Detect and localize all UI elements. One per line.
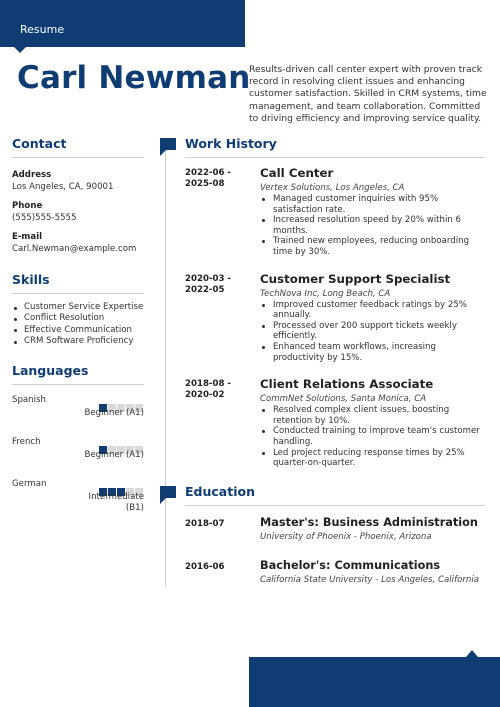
education-date: 2018-07	[185, 518, 225, 529]
summary-text: Results-driven call center expert with proven track record in resolving client issues and enhancing customer satisfaction. Skilled in CRM systems, time management, and team collaboration. Committed to driving efficiency and improving service quality.	[249, 64, 487, 124]
language-name: Spanish	[12, 394, 46, 405]
languages-rule	[12, 384, 144, 385]
header-band-notch	[14, 47, 26, 53]
job-bullet: Managed customer inquiries with 95% satisfaction rate.	[260, 194, 485, 215]
job-title: Client Relations Associate	[260, 377, 434, 392]
language-level: Intermediate (B1)	[88, 491, 144, 513]
job-dates	[185, 274, 245, 296]
job-title: Customer Support Specialist	[260, 271, 451, 286]
job-dates	[185, 379, 245, 401]
address-value: Los Angeles, CA, 90001	[12, 182, 114, 192]
phone-value: (555)555-5555	[12, 213, 77, 223]
job-bullet-list	[260, 405, 485, 469]
right-column	[160, 136, 485, 585]
education-date: 2016-06	[185, 561, 225, 572]
section-flag-icon	[160, 138, 176, 150]
education-school: California State University - Los Angeles, California	[260, 574, 479, 585]
job-entry	[160, 272, 485, 364]
job-body	[260, 272, 485, 364]
contact-section	[12, 136, 144, 254]
skill-item: Customer Service Expertise	[12, 302, 144, 313]
education-list	[160, 516, 485, 585]
job-dates	[185, 168, 245, 190]
language-level: Beginner (A1)	[84, 407, 144, 418]
job-start-date: 2020-03 -	[185, 273, 232, 284]
education-degree: Bachelor's: Communications	[260, 558, 441, 572]
job-start-date: 2022-06 -	[185, 168, 232, 178]
education-rule	[185, 505, 485, 506]
education-entry	[160, 559, 485, 585]
education-entry	[160, 516, 485, 542]
footer-band	[249, 657, 500, 707]
education-body	[260, 559, 485, 585]
job-bullet-list	[260, 300, 485, 364]
languages-heading: Languages	[12, 362, 89, 378]
section-flag-icon	[160, 486, 176, 498]
language-name: German	[12, 478, 47, 489]
languages-list	[12, 393, 144, 511]
education-section	[160, 484, 485, 585]
language-row	[12, 435, 144, 469]
skill-item: Effective Communication	[12, 325, 144, 336]
job-list	[160, 166, 485, 469]
resume-label: Resume	[20, 23, 65, 36]
left-column	[12, 136, 144, 511]
education-school: University of Phoenix - Phoenix, Arizona	[260, 531, 432, 542]
job-title: Call Center	[260, 166, 334, 180]
email-label: E-mail	[12, 232, 43, 242]
education-heading: Education	[185, 483, 255, 499]
skills-heading: Skills	[12, 272, 50, 287]
phone-label: Phone	[12, 201, 43, 211]
job-company: Vertex Solutions, Los Angeles, CA	[260, 183, 405, 193]
contact-heading: Contact	[12, 136, 67, 151]
job-body	[260, 166, 485, 258]
skills-section	[12, 272, 144, 348]
job-end-date: 2020-02	[185, 390, 225, 401]
job-end-date: 2022-05	[185, 284, 225, 295]
address-label: Address	[12, 170, 52, 180]
language-row	[12, 477, 144, 511]
language-level: Beginner (A1)	[84, 449, 144, 460]
job-bullet: Conducted training to improve team's customer handling.	[260, 426, 485, 447]
email-value: Carl.Newman@example.com	[12, 244, 137, 254]
footer-band-notch	[466, 650, 478, 657]
skills-rule	[12, 293, 144, 294]
candidate-name: Carl Newman	[17, 60, 251, 96]
job-company: CommNet Solutions, Santa Monica, CA	[260, 394, 427, 405]
language-row	[12, 393, 144, 427]
job-bullet-list	[260, 194, 485, 258]
work-history-section	[160, 136, 485, 469]
job-end-date: 2025-08	[185, 179, 225, 189]
education-body	[260, 516, 485, 542]
job-bullet: Processed over 200 support tickets weekly efficiently.	[260, 321, 485, 342]
job-bullet: Led project reducing response times by 25% quarter-on-quarter.	[260, 448, 485, 469]
contact-rule	[12, 157, 144, 158]
language-name: French	[12, 436, 41, 447]
work-history-heading: Work History	[185, 136, 277, 151]
job-company: TechNova Inc, Long Beach, CA	[260, 288, 391, 299]
job-body	[260, 377, 485, 469]
job-bullet: Enhanced team workflows, increasing productivity by 15%.	[260, 342, 485, 363]
work-history-rule	[185, 157, 485, 158]
languages-section	[12, 363, 144, 511]
job-entry	[160, 166, 485, 258]
job-bullet: Resolved complex client issues, boosting retention by 10%.	[260, 405, 485, 426]
job-start-date: 2018-08 -	[185, 379, 232, 390]
job-bullet: Improved customer feedback ratings by 25% annually.	[260, 300, 485, 321]
skill-item: Conflict Resolution	[12, 313, 144, 324]
job-entry	[160, 377, 485, 469]
job-bullet: Trained new employees, reducing onboarding time by 30%.	[260, 236, 485, 257]
skill-item: CRM Software Proficiency	[12, 336, 144, 347]
job-bullet: Increased resolution speed by 20% within 6 months.	[260, 215, 485, 236]
education-degree: Master's: Business Administration	[260, 515, 478, 529]
skills-list	[12, 302, 144, 348]
